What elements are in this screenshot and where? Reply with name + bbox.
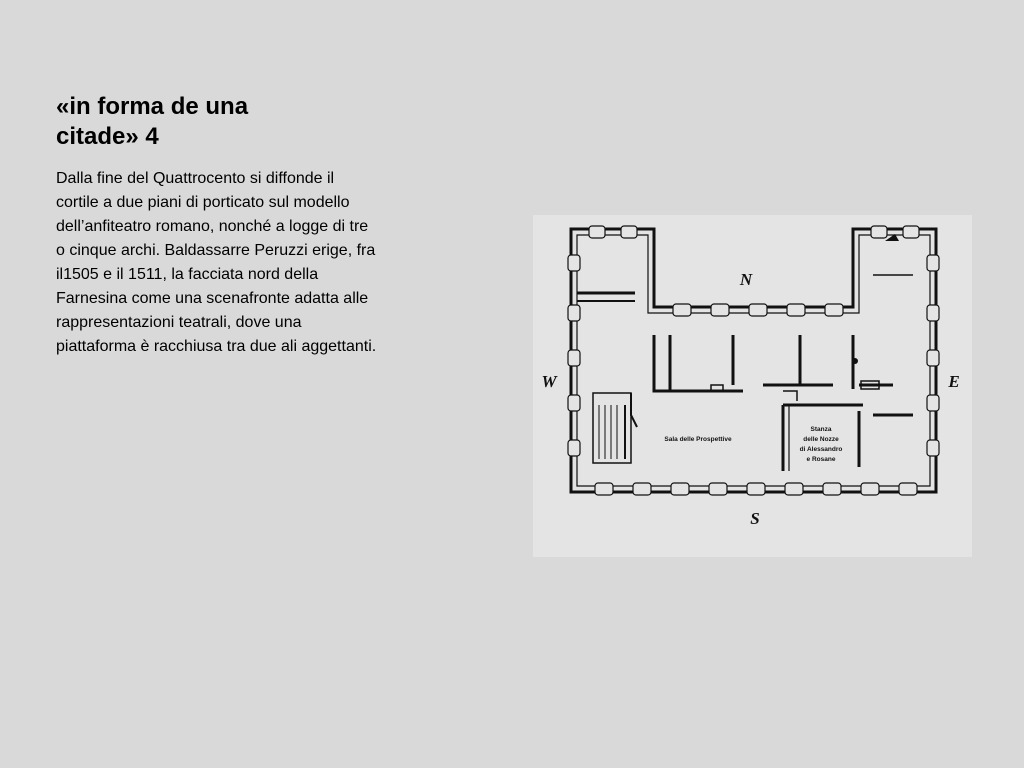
chamber-line-1: Stanza	[810, 426, 832, 433]
slide-body-text: Dalla fine del Quattrocento si diffonde il cortile a due piani di porticato sul modello dell’anfiteatro romano, nonché a logge di tre o cinque archi. Baldassarre Peruzzi erige, fra il1505 e il 1511, la facciata nord della Farnesina come una scenafronte adatta alle rappresentazioni teatrali, dove una piattaforma è racchiusa tra due ali aggettanti.	[56, 170, 377, 355]
compass-west-label: W	[541, 372, 557, 391]
wall-niches	[568, 226, 939, 495]
chamber-line-3: di Alessandro	[799, 446, 843, 453]
compass-south-label: S	[750, 509, 760, 528]
slide-title	[56, 92, 356, 152]
room-label-chamber	[800, 426, 843, 463]
chamber-line-2: delle Nozze	[803, 436, 839, 443]
floor-plan-figure	[533, 215, 972, 557]
title-line-1: «in forma de una	[56, 93, 249, 120]
chamber-line-4: e Rosane	[806, 456, 836, 463]
compass-north-label: N	[739, 270, 753, 289]
title-line-2: citade» 4	[56, 123, 159, 150]
room-label-hall: Sala delle Prospettive	[664, 436, 732, 443]
compass-east-label: E	[948, 372, 960, 391]
plan-interior	[577, 275, 913, 471]
